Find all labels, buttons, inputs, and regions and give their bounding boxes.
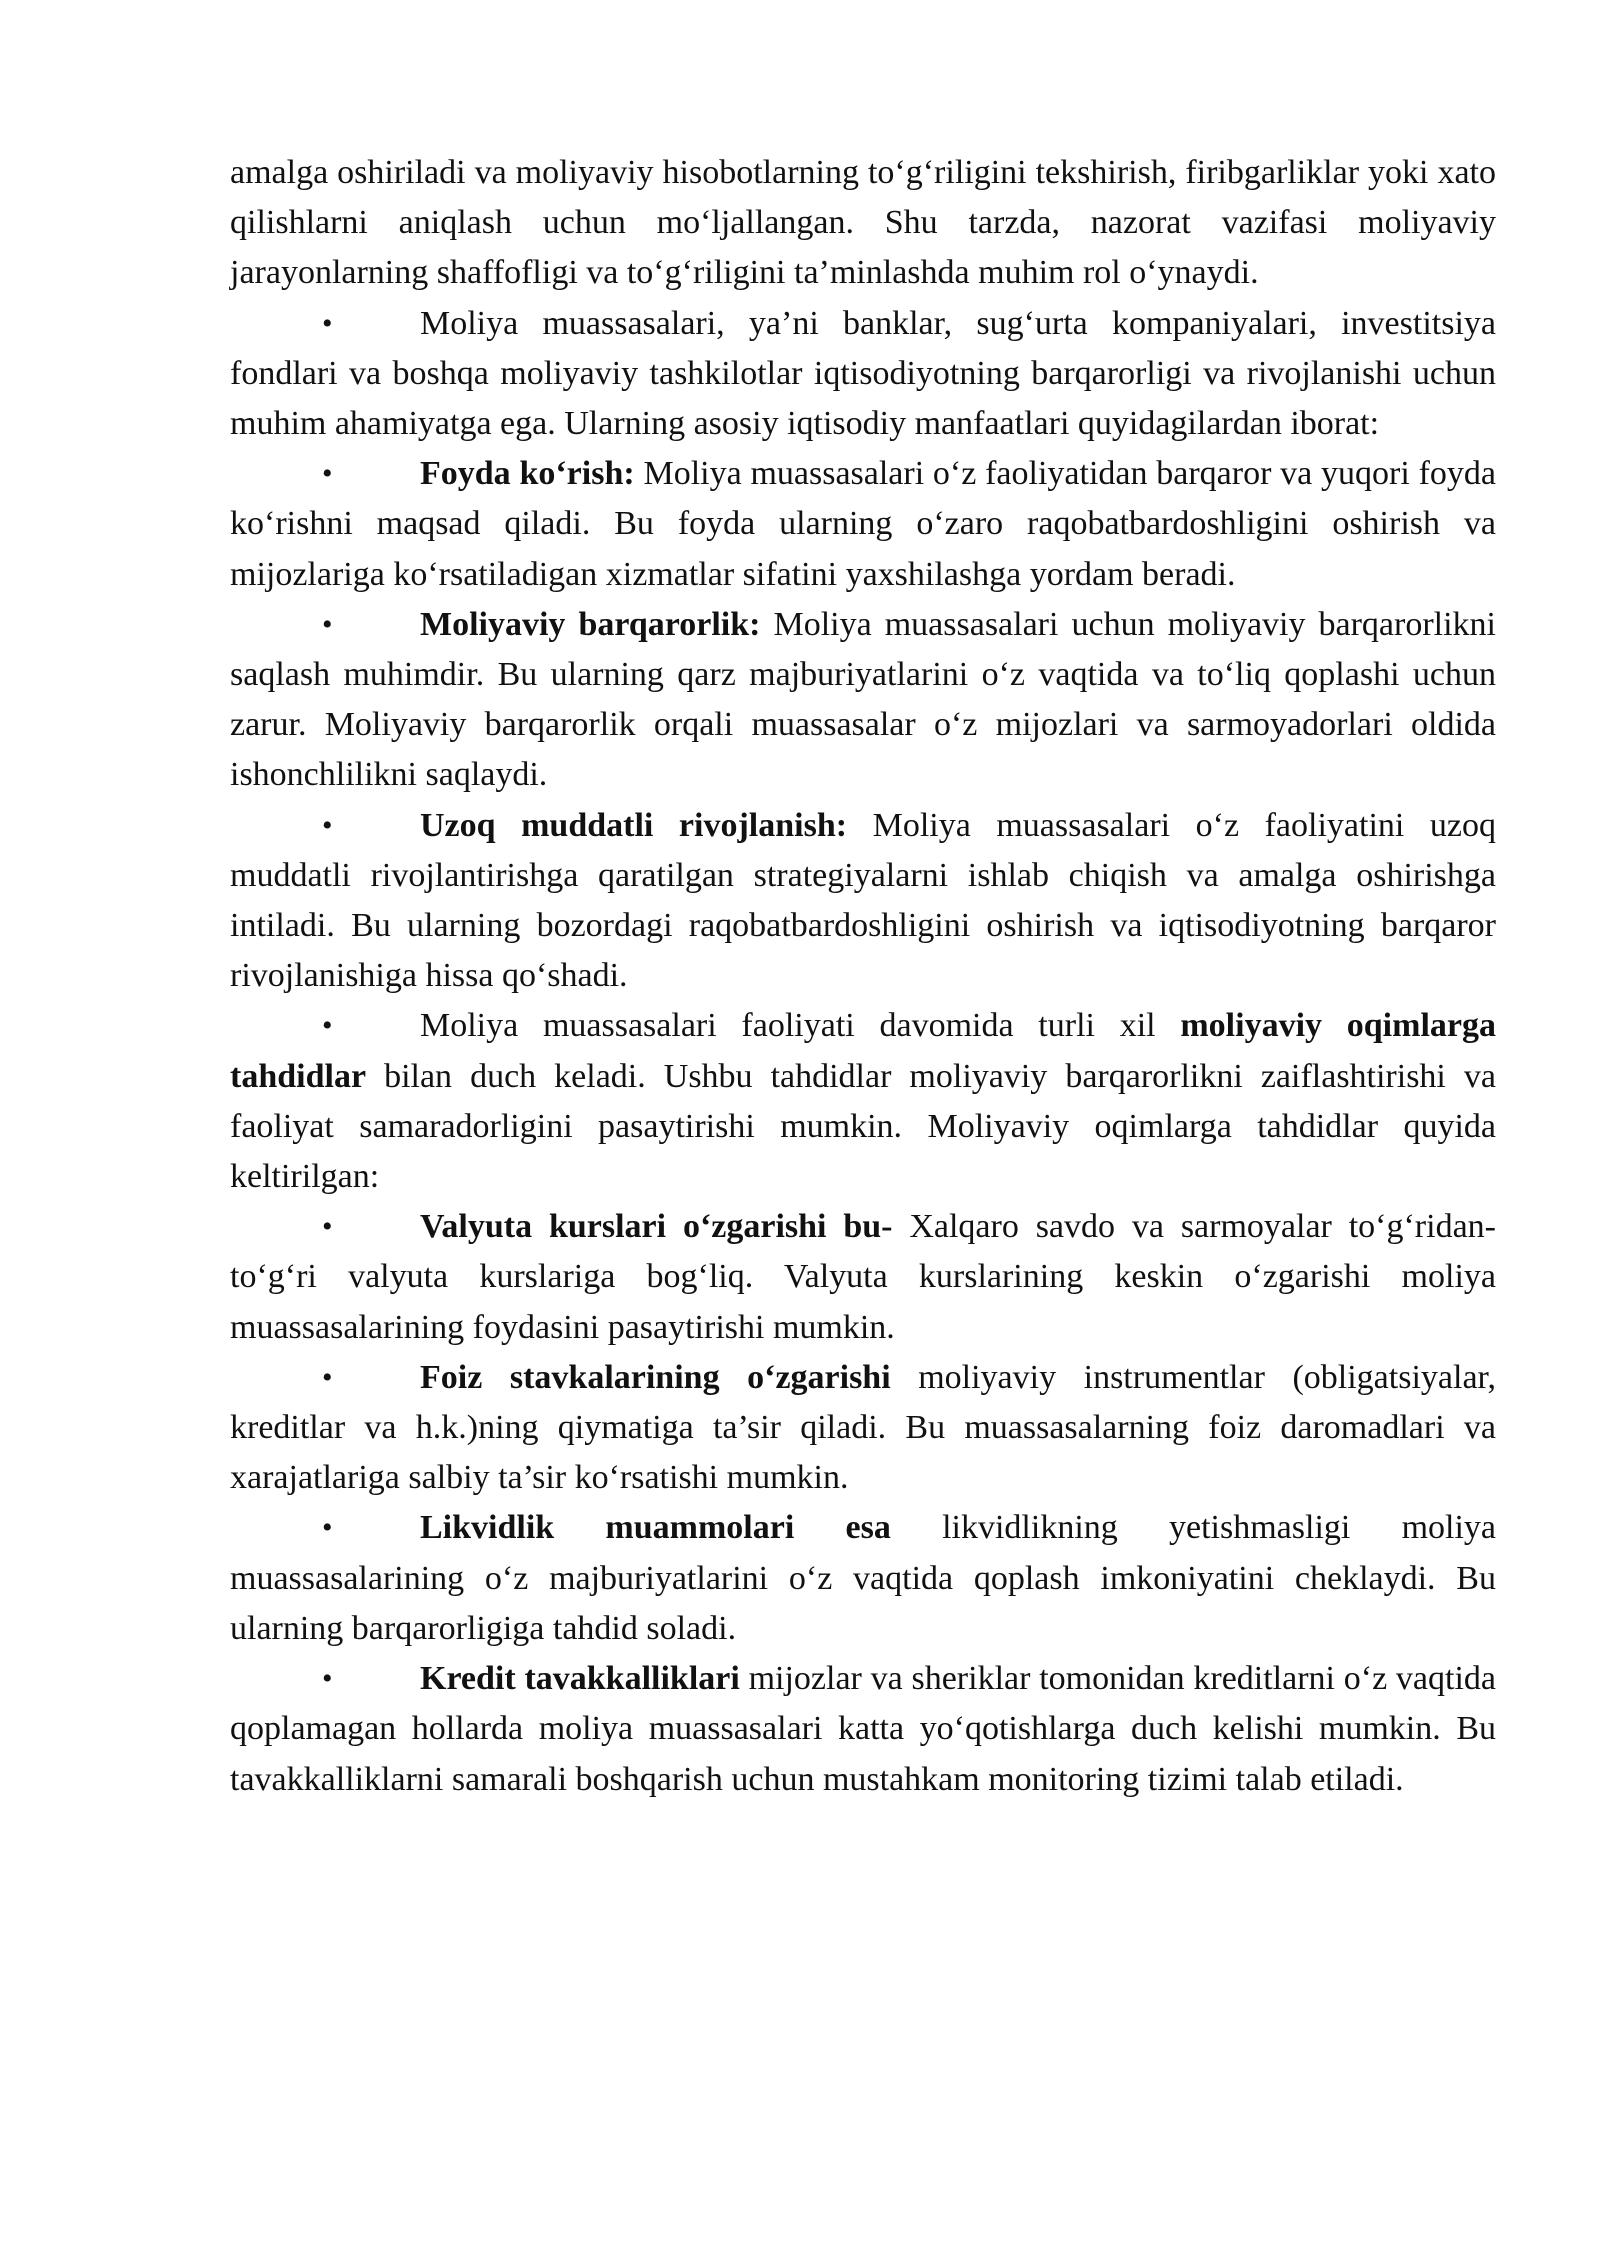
- list-item-uzoq-muddatli-rivojlanish: [230, 801, 1496, 1002]
- item-lead: Moliyaviy barqarorlik:: [420, 605, 761, 643]
- bullet-icon: •: [322, 808, 333, 842]
- item-text: Xalqaro savdo va sarmoyalar to‘g‘ridan-to‘g‘ri valyuta kurslariga bog‘liq. Valyuta kurslarining keskin o‘zgarishi moliya muassasalarining foydasini pasaytirishi mumkin.: [230, 1208, 1496, 1346]
- item-lead: Foyda ko‘rish:: [420, 455, 635, 493]
- item-lead: Likvidlik muammolari esa: [420, 1509, 891, 1547]
- item-lead: moliyaviy oqimlarga tahdidlar: [230, 1007, 1496, 1095]
- list-item-valyuta-kurslari: [230, 1202, 1496, 1353]
- item-lead: Valyuta kurslari o‘zgarishi bu-: [420, 1208, 893, 1246]
- item-lead: Foiz stavkalarining o‘zgarishi: [420, 1358, 891, 1396]
- bullet-icon: •: [322, 1210, 333, 1244]
- item-text: bilan duch keladi. Ushbu tahdidlar moliyaviy barqarorlikni zaiflashtirishi va faoliyat samaradorligini pasaytirishi mumkin. Moliyaviy oqimlarga tahdidlar quyida keltirilgan:: [230, 1057, 1496, 1196]
- item-text: Moliya muassasalari o‘z faoliyatidan barqaror va yuqori foyda ko‘rishni maqsad qiladi. Bu foyda ularning o‘zaro raqobatbardoshligini oshirish va mijozlariga ko‘rsatiladigan xizmatlar sifatini yaxshilashga yordam beradi.: [230, 455, 1496, 593]
- bullet-icon: •: [322, 306, 333, 340]
- item-text: likvidlikning yetishmasligi moliya muassasalarining o‘z majburiyatlarini o‘z vaqtida qoplash imkoniyatini cheklaydi. Bu ularning barqarorligiga tahdid soladi.: [230, 1509, 1497, 1647]
- list-item-likvidlik-muammolari: [230, 1503, 1496, 1654]
- item-text: Moliya muassasalari, ya’ni banklar, sug‘urta kompaniyalari, investitsiya fondlari va boshqa moliyaviy tashkilotlar iqtisodiyotning barqarorligi va rivojlanishi uchun muhim ahamiyatga ega. Ularning asosiy iqtisodiy manfaatlari quyidagilardan iborat:: [230, 304, 1496, 443]
- bullet-icon: •: [322, 1009, 333, 1043]
- list-item-moliyaviy-oqimlarga-tahdidlar: [230, 1001, 1496, 1202]
- item-text: moliyaviy instrumentlar (obligatsiyalar, kreditlar va h.k.)ning qiymatiga ta’sir qiladi. Bu muassasalarning foiz daromadlari va xarajatlariga salbiy ta’sir ko‘rsatishi mumkin.: [230, 1358, 1496, 1497]
- item-text: Moliya muassasalari uchun moliyaviy barqarorlikni saqlash muhimdir. Bu ularning qarz majburiyatlarini o‘z vaqtida va to‘liq qoplashi uchun zarur. Moliyaviy barqarorlik orqali muassasalar o‘z mijozlari va sarmoyadorlari oldida ishonchlilikni saqlaydi.: [230, 605, 1496, 794]
- list-item-kredit-tavakkalliklari: [230, 1654, 1496, 1805]
- list-item-foiz-stavkalari: [230, 1353, 1496, 1504]
- bullet-icon: •: [322, 457, 333, 491]
- document-page: [230, 148, 1496, 1805]
- list-item-moliyaviy-barqarorlik: [230, 600, 1496, 801]
- bullet-icon: •: [322, 607, 333, 641]
- item-text: Moliya muassasalari o‘z faoliyatini uzoq muddatli rivojlantirishga qaratilgan strategiyalarni ishlab chiqish va amalga oshirishga intiladi. Bu ularning bozordagi raqobatbardoshligini oshirish va iqtisodiyotning barqaror rivojlanishiga hissa qo‘shadi.: [230, 806, 1496, 995]
- bullet-icon: •: [322, 1360, 333, 1394]
- bullet-icon: •: [322, 1511, 333, 1545]
- list-item-foyda-korish: [230, 449, 1496, 600]
- item-pre: Moliya muassasalari faoliyati davomida turli xil: [420, 1007, 1181, 1045]
- item-text: mijozlar va sheriklar tomonidan kreditlarni o‘z vaqtida qoplamagan hollarda moliya muassasalari katta yo‘qotishlarga duch kelishi mumkin. Bu tavakkalliklarni samarali boshqarish uchun mustahkam monitoring tizimi talab etiladi.: [230, 1660, 1496, 1798]
- item-lead: Kredit tavakkalliklari: [420, 1660, 740, 1698]
- list-item-moliya-muassasalari: [230, 299, 1496, 450]
- item-lead: Uzoq muddatli rivojlanish:: [420, 806, 848, 844]
- bullet-icon: •: [322, 1662, 333, 1696]
- intro-paragraph: amalga oshiriladi va moliyaviy hisobotlarning to‘g‘riligini tekshirish, firibgarliklar yoki xato qilishlarni aniqlash uchun mo‘ljallangan. Shu tarzda, nazorat vazifasi moliyaviy jarayonlarning shaffofligi va to‘g‘riligini ta’minlashda muhim rol o‘ynaydi.: [230, 154, 1496, 292]
